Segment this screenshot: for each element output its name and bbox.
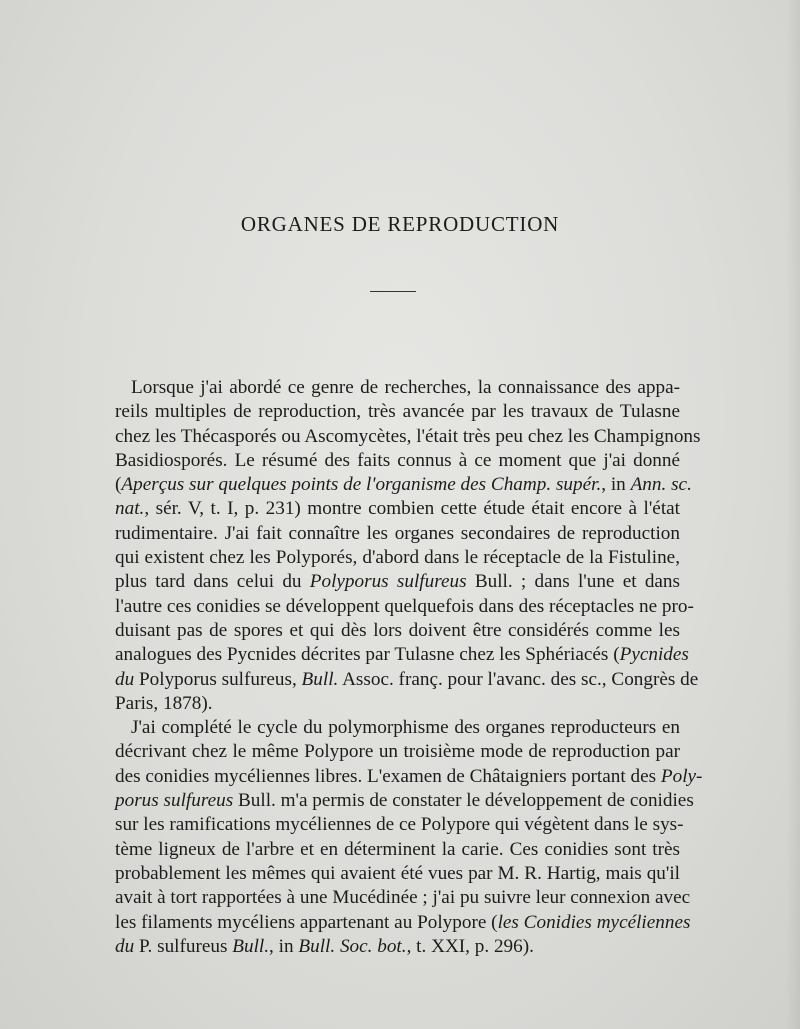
text-run: analogues des Pycnides décrites par Tulasne chez les Sphériacés (: [115, 644, 620, 666]
text-line: décrivant chez le même Polypore un troisième mode de reproduction par: [115, 741, 680, 763]
italic-text-run: les Conidies mycéliennes: [497, 911, 691, 933]
italic-text-run: Ann. sc.: [630, 474, 692, 496]
text-line: probablement les mêmes qui avaient été vues par M. R. Hartig, mais qu'il: [115, 862, 680, 884]
text-run: plus tard dans celui du: [115, 571, 310, 593]
text-line: chez les Thécasporés ou Ascomycètes, l'était très peu chez les Champignons: [115, 425, 701, 447]
text-line: reils multiples de reproduction, très avancée par les travaux de Tulasne: [115, 401, 680, 423]
italic-text-run: Polyporus sulfureus: [309, 571, 467, 593]
text-line: [115, 911, 691, 935]
italic-text-run: Aperçus sur quelques points de l'organisme des Champ. supér.: [121, 474, 602, 496]
body-text: [115, 376, 703, 959]
page-edge-shadow: [786, 0, 800, 1029]
text-run: Assoc. franç. pour l'avanc. des sc., Congrès de: [338, 668, 699, 690]
text-run: Polyporus sulfureus,: [134, 668, 302, 690]
italic-text-run: Bull.: [301, 668, 339, 690]
paragraph-2: [115, 716, 703, 959]
text-line: duisant pas de spores et qui dès lors doivent être considérés comme les: [115, 619, 680, 641]
text-run: (: [115, 474, 122, 496]
italic-text-run: porus sulfureus: [115, 790, 234, 812]
italic-text-run: Poly-: [660, 765, 703, 787]
text-line: [115, 570, 680, 594]
text-line: [115, 497, 680, 521]
title-divider: [370, 291, 416, 292]
text-run: Bull. m'a permis de constater le développement de conidies: [233, 790, 694, 812]
text-line: l'autre ces conidies se développent quelquefois dans des réceptacles ne pro-: [115, 595, 694, 617]
text-line: tème ligneux de l'arbre et en déterminent la carie. Ces conidies sont très: [115, 838, 680, 860]
text-line: J'ai complété le cycle du polymorphisme des organes reproducteurs en: [131, 717, 680, 739]
text-line: [115, 765, 703, 789]
text-run: P. sulfureus: [134, 935, 233, 957]
text-line: sur les ramifications mycéliennes de ce Polypore qui végètent dans le sys-: [115, 814, 684, 836]
italic-text-run: Pycnides: [619, 644, 689, 666]
italic-text-run: nat.: [115, 498, 145, 520]
text-line: Basidiosporés. Le résumé des faits connus à ce moment que j'ai donné: [115, 449, 680, 471]
text-line: qui existent chez les Polyporés, d'abord dans le réceptacle de la Fistuline,: [115, 547, 680, 569]
text-line: avait à tort rapportées à une Mucédinée ; j'ai pu suivre leur connexion avec: [115, 887, 691, 909]
paragraph-1: [115, 376, 701, 716]
text-run: , in: [269, 935, 299, 957]
section-title: ORGANES DE REPRODUCTION: [240, 212, 560, 236]
text-run: , t. XXI, p. 296).: [406, 935, 534, 957]
italic-text-run: du: [115, 935, 135, 957]
text-line: [115, 668, 699, 692]
italic-text-run: du: [115, 668, 135, 690]
text-line: [115, 473, 692, 497]
text-line: [115, 643, 689, 667]
text-run: Bull. ; dans l'une et dans: [466, 571, 680, 593]
text-line: Paris, 1878).: [115, 692, 213, 714]
text-run: , sér. V, t. I, p. 231) montre combien cette étude était encore à l'état: [144, 498, 680, 520]
italic-text-run: Bull.: [232, 935, 270, 957]
text-line: [115, 789, 694, 813]
text-run: , in: [601, 474, 631, 496]
italic-text-run: Bull. Soc. bot.: [298, 935, 407, 957]
text-line: Lorsque j'ai abordé ce genre de recherches, la connaissance des appa-: [131, 377, 680, 398]
text-run: des conidies mycéliennes libres. L'examen de Châtaigniers portant des: [115, 765, 661, 787]
text-run: les filaments mycéliens appartenant au Polypore (: [115, 911, 498, 933]
text-line: [115, 935, 680, 959]
text-line: rudimentaire. J'ai fait connaître les organes secondaires de reproduction: [115, 522, 680, 544]
